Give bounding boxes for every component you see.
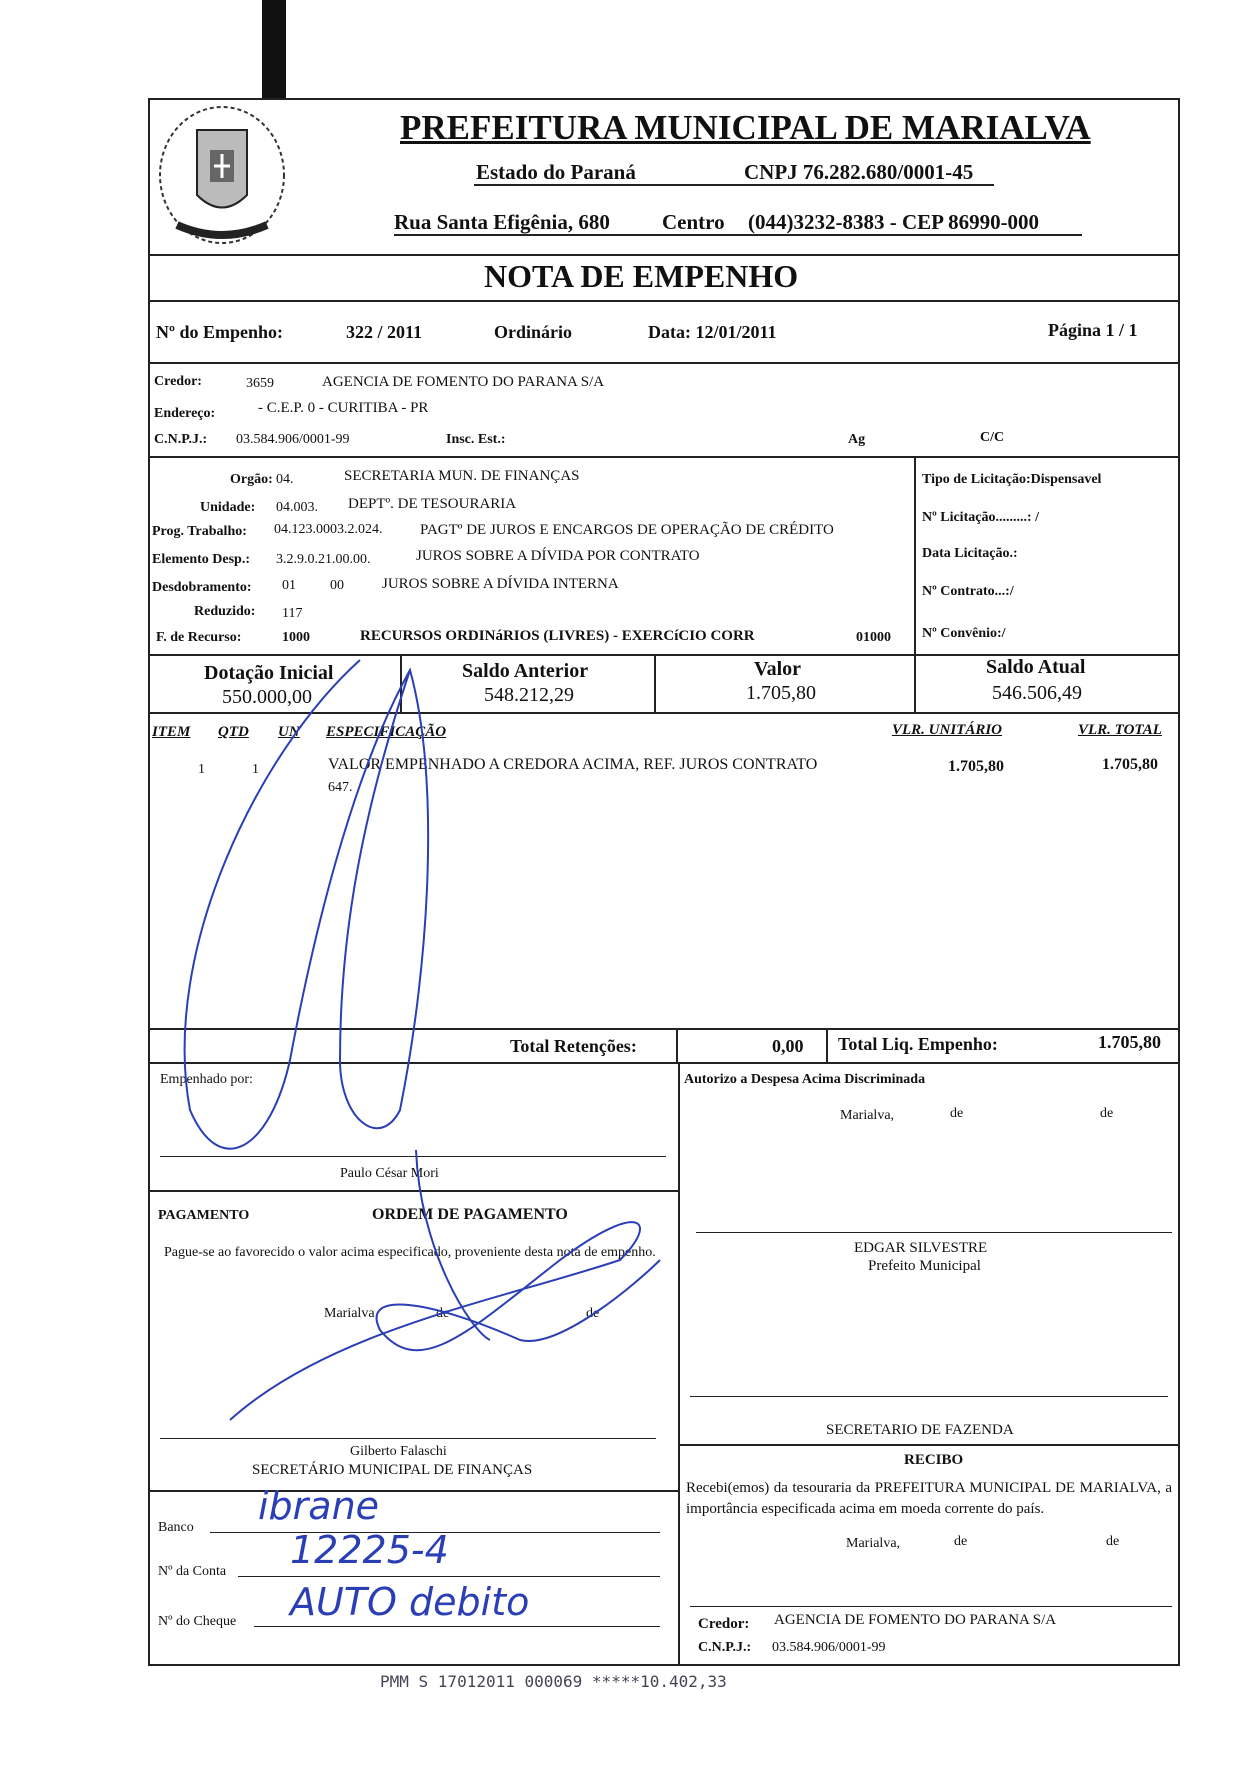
recibo-place: Marialva, — [846, 1536, 901, 1551]
saldo-anterior-value: 548.212,29 — [484, 684, 574, 706]
elem-label: Elemento Desp.: — [152, 552, 250, 567]
liq-empenho-label: Total Liq. Empenho: — [838, 1034, 998, 1054]
empenho-date: Data: 12/01/2011 — [648, 322, 777, 342]
insc-label: Insc. Est.: — [446, 432, 506, 447]
credor-cnpj: 03.584.906/0001-99 — [236, 432, 350, 447]
col-vlr-total: VLR. TOTAL — [1078, 722, 1162, 738]
ordem-pagamento: ORDEM DE PAGAMENTO — [372, 1206, 568, 1223]
recibo-credor-label: Credor: — [698, 1616, 750, 1632]
doc-title: NOTA DE EMPENHO — [484, 258, 799, 294]
recibo-cnpj: 03.584.906/0001-99 — [772, 1640, 886, 1655]
fonte: RECURSOS ORDINáRIOS (LIVRES) - EXERCíCIO CORR — [360, 628, 755, 644]
col-especificacao: ESPECIFICAÇÃO — [326, 724, 447, 740]
col-qtd: QTD — [218, 724, 249, 740]
autorizo-place: Marialva, — [840, 1108, 895, 1123]
unidade: DEPTº. DE TESOURARIA — [348, 496, 517, 512]
empenho-type: Ordinário — [494, 322, 573, 342]
endereco: - C.E.P. 0 - CURITIBA - PR — [258, 400, 429, 416]
header-district: Centro — [662, 210, 725, 234]
licitacao-numero: Nº Licitação.........: / — [922, 510, 1039, 525]
banco-handwritten: ibrane — [258, 1484, 380, 1528]
cheque-handwritten: AUTO debito — [290, 1580, 530, 1624]
orgao: SECRETARIA MUN. DE FINANÇAS — [344, 468, 580, 484]
autorizo-label: Autorizo a Despesa Acima Discriminada — [684, 1072, 926, 1087]
pagamento-text: Pague-se ao favorecido o valor acima especificado, proveniente desta nota de empenho. — [164, 1245, 656, 1260]
recibo-cnpj-label: C.N.P.J.: — [698, 1640, 752, 1655]
dotacao-label: Dotação Inicial — [204, 662, 334, 684]
item-vlr-unitario: 1.705,80 — [948, 758, 1004, 775]
elem: JUROS SOBRE A DÍVIDA POR CONTRATO — [416, 548, 700, 564]
saldo-anterior-label: Saldo Anterior — [462, 660, 589, 682]
item-especificacao: VALOR EMPENHADO A CREDORA ACIMA, REF. JUROS CONTRATO — [328, 756, 818, 773]
header-street: Rua Santa Efigênia, 680 — [394, 210, 610, 234]
cc-label: C/C — [980, 430, 1005, 445]
empenho-page: Página 1 / 1 — [1048, 320, 1138, 340]
header-phone: (044)3232-8383 - CEP 86990-000 — [748, 210, 1040, 234]
pagamento-label: PAGAMENTO — [158, 1208, 250, 1223]
print-stamp: PMM S 17012011 000069 *****10.402,33 — [380, 1672, 727, 1691]
recibo-de1: de — [954, 1534, 968, 1549]
orgao-code: 04. — [276, 472, 294, 487]
header-state: Estado do Paraná — [476, 160, 636, 184]
empenhado-label: Empenhado por: — [160, 1072, 253, 1087]
licitacao-convenio: Nº Convênio:/ — [922, 626, 1006, 641]
header-title: PREFEITURA MUNICIPAL DE MARIALVA — [400, 108, 1091, 147]
desd: JUROS SOBRE A DÍVIDA INTERNA — [382, 576, 619, 592]
item-vlr-total: 1.705,80 — [1102, 756, 1158, 773]
col-vlr-unitario: VLR. UNITÁRIO — [892, 722, 1003, 738]
credor-code: 3659 — [246, 376, 274, 391]
valor-value: 1.705,80 — [746, 682, 816, 704]
credor-label: Credor: — [154, 374, 202, 389]
pagamento-place: Marialva — [324, 1306, 375, 1321]
reduzido-label: Reduzido: — [194, 604, 256, 619]
desd-label: Desdobramento: — [152, 580, 252, 595]
item-number: 1 — [198, 762, 205, 777]
retencoes-value: 0,00 — [772, 1036, 804, 1056]
item-especificacao-2: 647. — [328, 780, 353, 795]
ag-label: Ag — [848, 432, 866, 447]
autorizo-role: Prefeito Municipal — [868, 1258, 981, 1274]
valor-label: Valor — [754, 658, 802, 680]
credor-name: AGENCIA DE FOMENTO DO PARANA S/A — [322, 374, 605, 390]
autorizo-signer: EDGAR SILVESTRE — [854, 1240, 988, 1256]
retencoes-label: Total Retenções: — [510, 1036, 637, 1056]
elem-code: 3.2.9.0.21.00.00. — [276, 552, 371, 567]
licitacao-tipo: Tipo de Licitação:Dispensavel — [922, 472, 1102, 487]
unidade-label: Unidade: — [200, 500, 256, 515]
desd-b: 00 — [330, 578, 344, 593]
prog-code: 04.123.0003.2.024. — [274, 522, 383, 537]
endereco-label: Endereço: — [154, 406, 216, 421]
conta-handwritten: 12225-4 — [290, 1528, 449, 1572]
banco-label: Banco — [158, 1520, 194, 1535]
empenho-number: 322 / 2011 — [346, 322, 423, 342]
recibo-text: Recebi(emos) da tesouraria da PREFEITURA MUNICIPAL DE MARIALVA, a importância especificada acima em moeda corrente do país. — [686, 1480, 1172, 1517]
empenhado-name: Paulo César Mori — [340, 1166, 439, 1181]
pagamento-role: SECRETÁRIO MUNICIPAL DE FINANÇAS — [252, 1462, 533, 1478]
col-un: UN — [278, 724, 300, 740]
fonte-code2: 01000 — [856, 630, 891, 645]
fonte-label: F. de Recurso: — [156, 630, 242, 645]
pagamento-signer: Gilberto Falaschi — [350, 1444, 447, 1459]
liq-empenho-value: 1.705,80 — [1098, 1032, 1161, 1052]
secretario-role: SECRETARIO DE FAZENDA — [826, 1422, 1014, 1438]
item-qtd: 1 — [252, 762, 259, 777]
prog: PAGTº DE JUROS E ENCARGOS DE OPERAÇÃO DE CRÉDITO — [420, 522, 834, 538]
autorizo-de2: de — [1100, 1106, 1114, 1121]
autorizo-de1: de — [950, 1106, 964, 1121]
reduzido: 117 — [282, 606, 303, 621]
saldo-atual-value: 546.506,49 — [992, 682, 1082, 704]
pagamento-de1: de — [436, 1306, 450, 1321]
conta-label: Nº da Conta — [158, 1564, 227, 1579]
recibo-de2: de — [1106, 1534, 1120, 1549]
desd-a: 01 — [282, 578, 296, 593]
licitacao-contrato: Nº Contrato...:/ — [922, 584, 1014, 599]
header-cnpj: CNPJ 76.282.680/0001-45 — [744, 160, 974, 184]
saldo-atual-label: Saldo Atual — [986, 656, 1086, 678]
recibo-title: RECIBO — [904, 1452, 964, 1468]
empenho-label: Nº do Empenho: — [156, 322, 283, 342]
pagamento-de2: de — [586, 1306, 600, 1321]
fonte-code: 1000 — [282, 630, 310, 645]
licitacao-data: Data Licitação.: — [922, 546, 1018, 561]
prog-label: Prog. Trabalho: — [152, 524, 247, 539]
recibo-credor: AGENCIA DE FOMENTO DO PARANA S/A — [774, 1612, 1057, 1628]
orgao-label: Orgão: — [230, 472, 273, 487]
dotacao-value: 550.000,00 — [222, 686, 312, 708]
unidade-code: 04.003. — [276, 500, 318, 515]
cnpj-label: C.N.P.J.: — [154, 432, 208, 447]
cheque-label: Nº do Cheque — [158, 1614, 237, 1629]
col-item: ITEM — [152, 724, 191, 740]
